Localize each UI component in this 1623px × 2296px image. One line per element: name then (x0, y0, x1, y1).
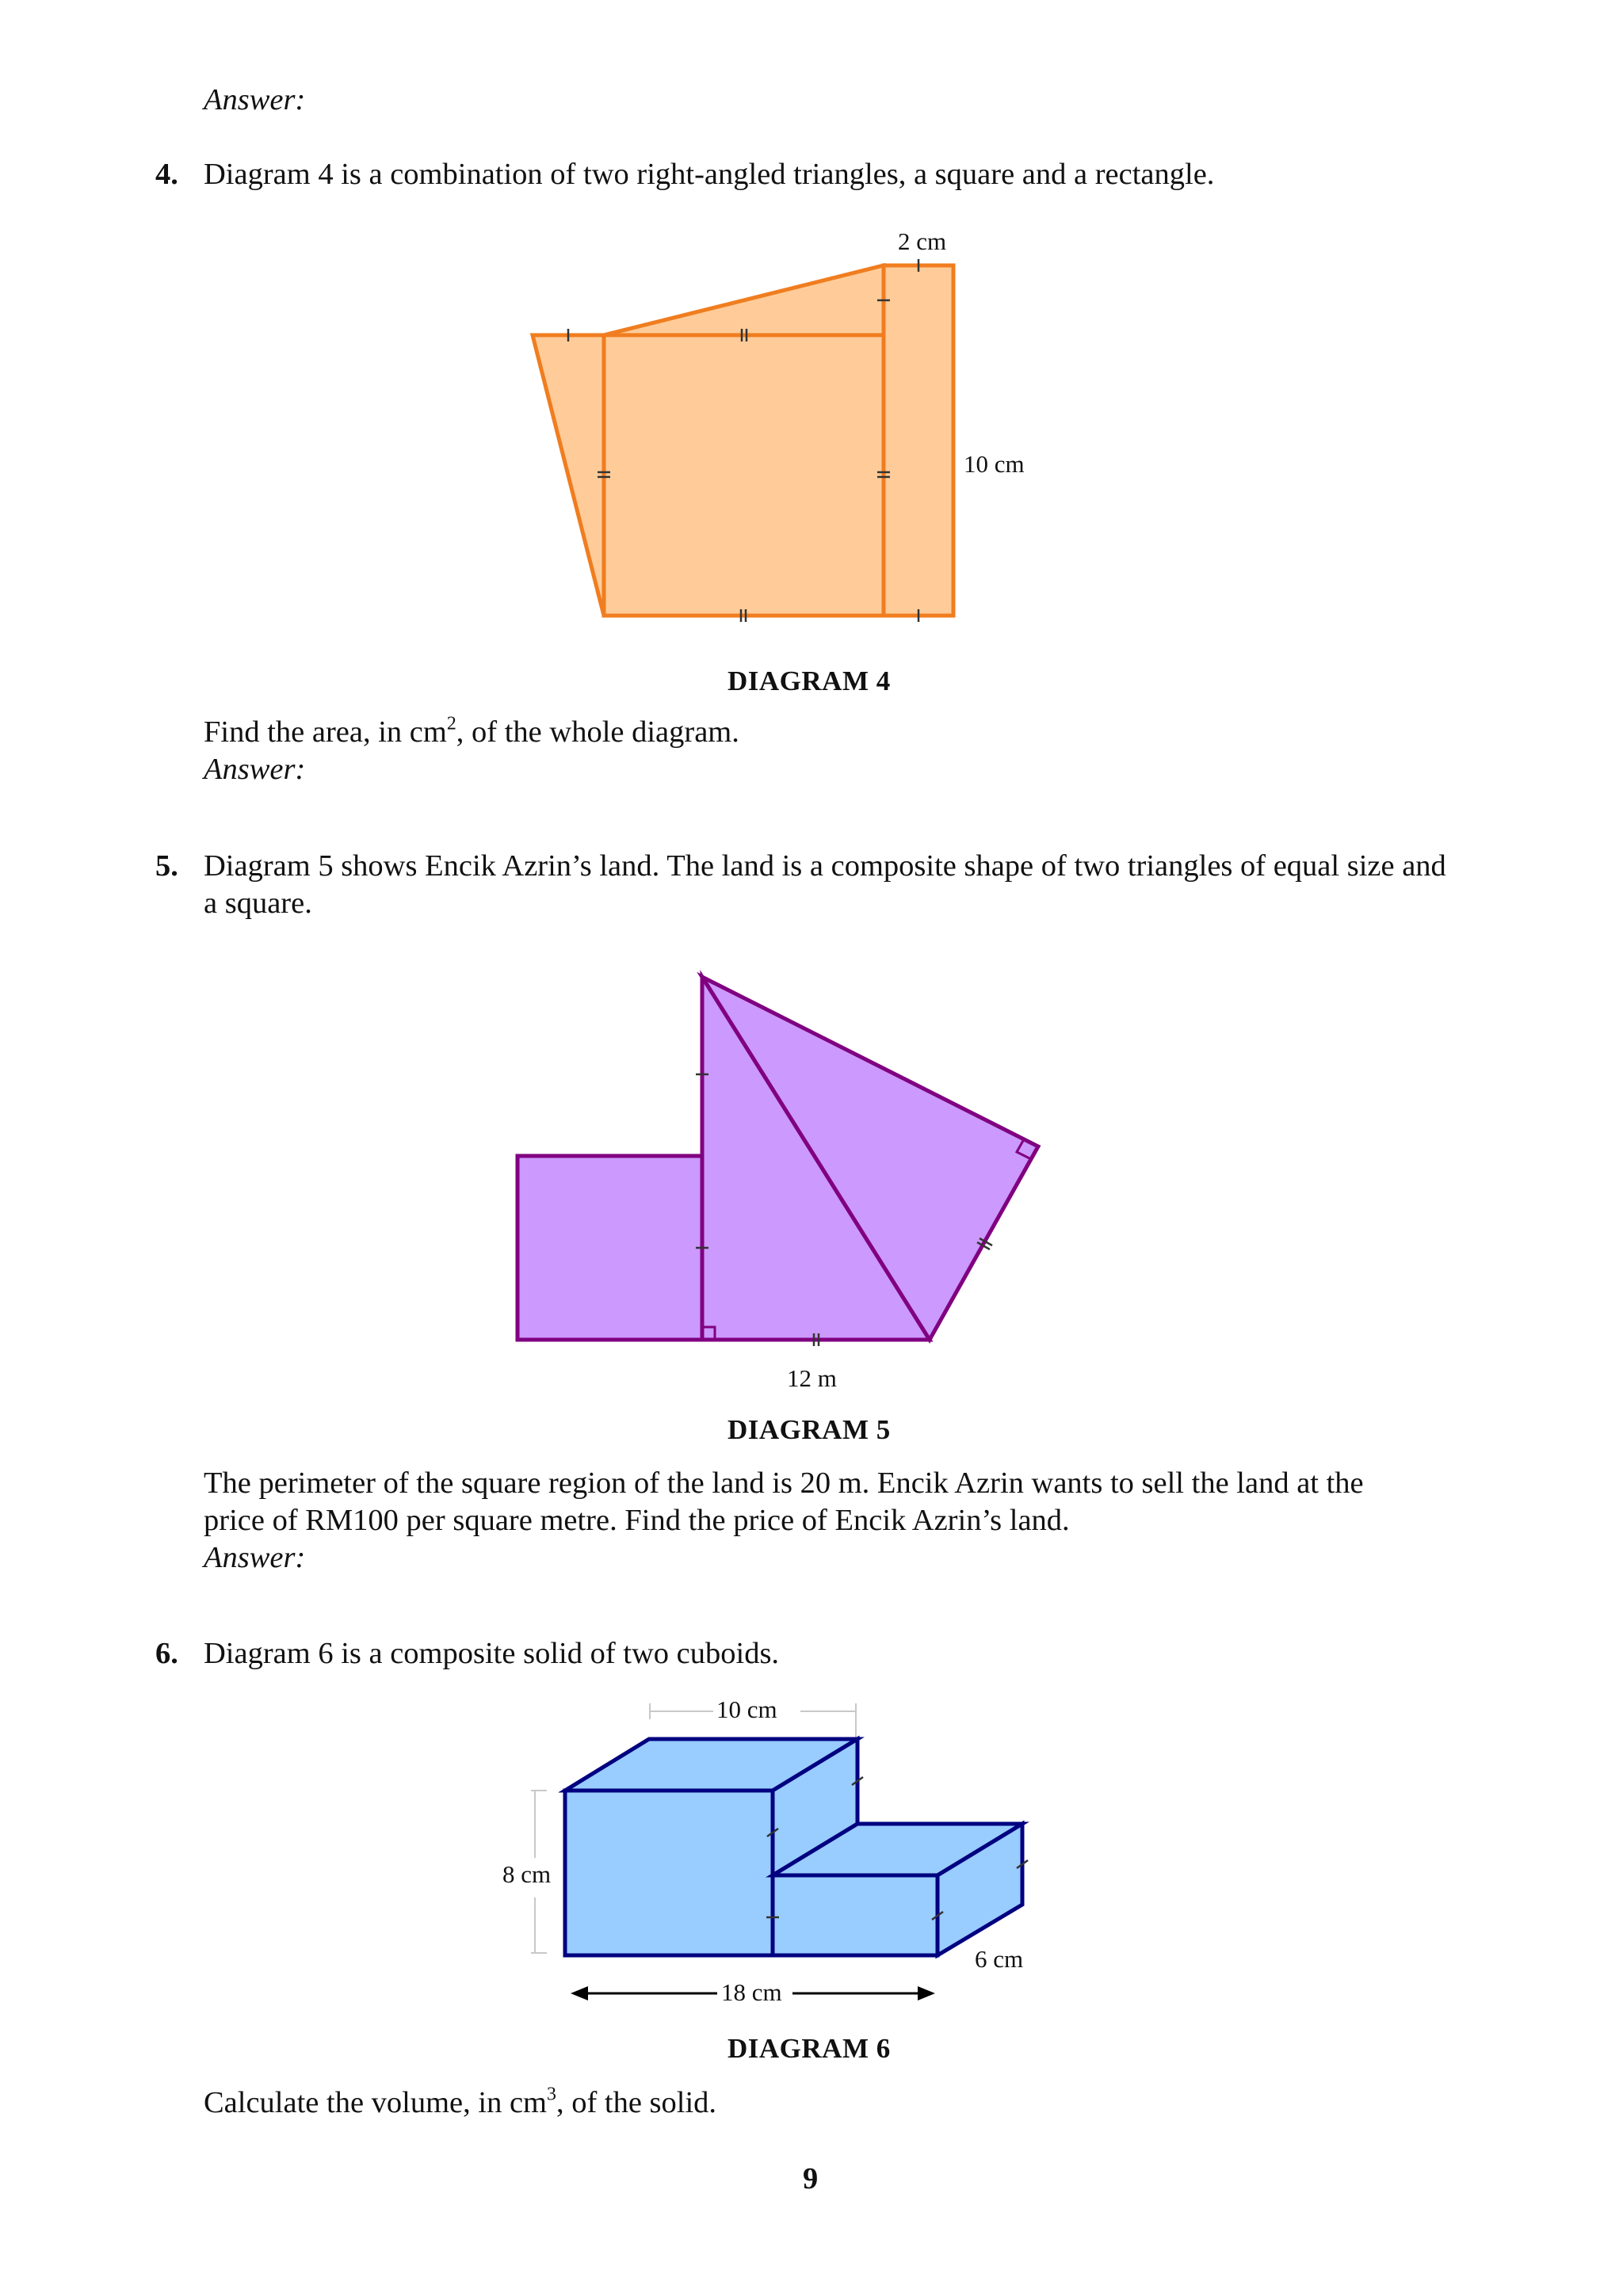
q4-question-before: Find the area, in cm (204, 715, 447, 749)
q5-question-line2: price of RM100 per square metre. Find the price of Encik Azrin’s land. (204, 1504, 1070, 1537)
q6-question-before: Calculate the volume, in cm (204, 2086, 547, 2119)
d6-tall-cuboid-front (565, 1791, 773, 1955)
q4-answer-label: Answer: (204, 753, 306, 786)
q5-text-line2: a square. (204, 887, 312, 920)
q4-question-after: , of the whole diagram. (456, 715, 739, 749)
q5-text-line1: Diagram 5 shows Encik Azrin’s land. The land is a composite shape of two triangles of equal size and (204, 849, 1446, 883)
d4-caption: DIAGRAM 4 (727, 666, 891, 696)
q6-text: Diagram 6 is a composite solid of two cuboids. (204, 1637, 780, 1670)
d6-caption: DIAGRAM 6 (727, 2033, 891, 2064)
d5-caption: DIAGRAM 5 (727, 1414, 891, 1445)
d4-label-2cm: 2 cm (898, 227, 947, 255)
q5-answer-label: Answer: (204, 1541, 306, 1574)
q5-number: 5. (155, 849, 178, 883)
q5-question-line1: The perimeter of the square region of the land is 20 m. Encik Azrin wants to sell the land at the (204, 1466, 1364, 1500)
q6-question-sup: 3 (547, 2084, 556, 2105)
d6-label-18cm: 18 cm (721, 1978, 782, 2006)
q6-question-after: , of the solid. (556, 2086, 717, 2119)
d6-label-10cm: 10 cm (716, 1695, 777, 1723)
q4-question-sup: 2 (446, 713, 456, 734)
q4-number: 4. (155, 158, 178, 191)
d5-label-12m: 12 m (787, 1364, 837, 1392)
d6-label-8cm: 8 cm (502, 1860, 552, 1888)
d4-label-10cm: 10 cm (964, 450, 1025, 478)
d6-short-cuboid-front (773, 1875, 938, 1955)
top-answer-label: Answer: (204, 83, 306, 116)
q4-text: Diagram 4 is a combination of two right-angled triangles, a square and a rectangle. (204, 158, 1215, 191)
d6-label-6cm: 6 cm (975, 1945, 1024, 1973)
q6-number: 6. (155, 1637, 178, 1670)
q6-question (204, 2084, 716, 2122)
page-number: 9 (803, 2162, 819, 2195)
